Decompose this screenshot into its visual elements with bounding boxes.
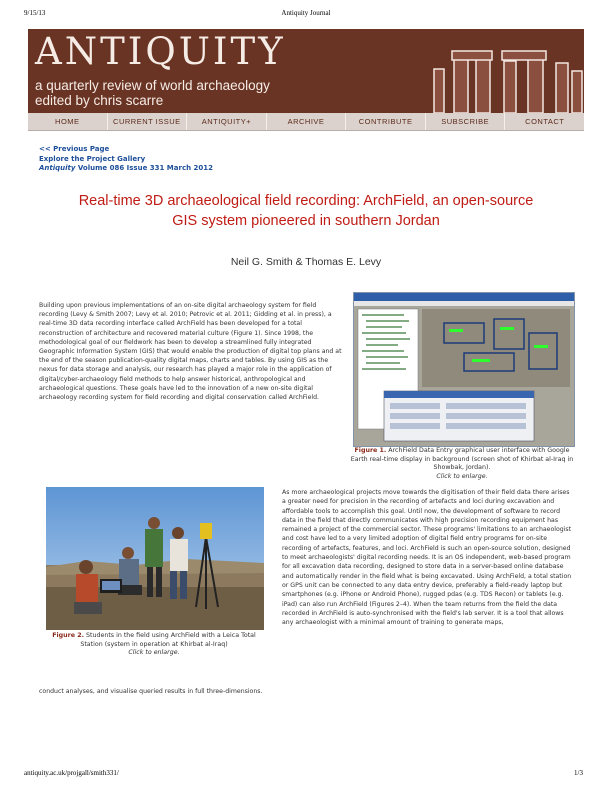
main-nav <box>28 113 584 131</box>
print-url: antiquity.ac.uk/projgall/smith331/ <box>24 769 119 777</box>
nav-antiquity-plus[interactable]: ANTIQUITY+ <box>187 113 267 130</box>
archfield-screenshot <box>354 293 574 446</box>
figure-1-image[interactable] <box>353 292 575 447</box>
figure-2-label: Figure 2. <box>52 632 85 639</box>
journal-logo-title[interactable]: ANTIQUITY <box>35 30 286 73</box>
issue-info <box>39 164 213 174</box>
article-title-line1: Real-time 3D archaeological field recording: ArchField, an open-source <box>78 193 534 209</box>
figure-2-caption-text: Students in the field using ArchField with a Leica Total Station (system in operation at Khirbat al-Iraq) <box>80 632 256 648</box>
journal-subtitle: a quarterly review of world archaeology <box>35 78 270 93</box>
page-links <box>39 145 213 174</box>
nav-subscribe[interactable]: SUBSCRIBE <box>426 113 506 130</box>
figure-1-caption <box>346 447 578 481</box>
nav-contribute[interactable]: CONTRIBUTE <box>346 113 426 130</box>
article-title-line2: GIS system pioneered in southern Jordan <box>172 213 440 229</box>
field-photo <box>46 487 264 630</box>
article-authors: Neil G. Smith & Thomas E. Levy <box>230 256 382 268</box>
print-page-title: Antiquity Journal <box>281 9 331 17</box>
journal-editor: edited by chris scarre <box>35 93 164 108</box>
journal-name: Antiquity <box>39 164 76 172</box>
nav-current-issue[interactable]: CURRENT ISSUE <box>108 113 188 130</box>
figure-2-caption <box>41 632 267 658</box>
figure-2-enlarge-link[interactable]: Click to enlarge. <box>128 649 180 656</box>
print-date: 9/15/13 <box>24 9 46 17</box>
paragraph-intro: Building upon previous implementations of an on-site digital archaeology system for field recording (Levy & Smith 2007; Levy et al. 2010; Petrovic et al. 2011; Gidding et al. in press), a real-time 3D data recording interface called ArchField has been developed for a total reconstruction of architecture and recovered material culture (Figure 1). Since 1998, the methodological goal of our fieldwork has been to develop a streamlined fully integrated Geographic Information System (GIS) that would enable the production of digital top plans and at the end of the season publication-quality digital maps, charts and tables. By using GIS as the nexus for data storage and analysis, our research has played a major role in the application of digital/cyber-archaeology field methods to help answer historical, anthropological and archaeological questions. These goals have led to the innovation of a new on-site digital archaeology recording system for field recording and digital conservation called ArchField. <box>39 302 342 402</box>
figure-1-label: Figure 1. <box>354 447 387 454</box>
volume-issue: Volume 086 Issue 331 March 2012 <box>77 164 213 172</box>
previous-page-link[interactable]: << Previous Page <box>39 145 110 153</box>
figure-2-image[interactable] <box>46 487 264 630</box>
stonehenge-graphic <box>424 29 584 113</box>
nav-contact[interactable]: CONTACT <box>525 117 565 126</box>
project-gallery-link[interactable]: Explore the Project Gallery <box>39 154 146 163</box>
nav-home[interactable]: HOME <box>28 113 108 130</box>
figure-1-caption-text: ArchField Data Entry graphical user interface with Google Earth real-time display in background (screen shot of Khirbat al-Iraq in Showbak, Jordan). <box>350 447 574 471</box>
paragraph-digitisation: As more archaeological projects move towards the digitisation of their field data there arises a greater need for precision in the recording of artefacts and loci during excavation and affordable tools to accomplish this goal. Until now, the development of software to record data in the field that directly communicates with high precision recording equipment has remained a project of the commercial sector. These programs' limitations to an archaeologist and cost have led to a very limited adoption of digital field entry programs for on-site recording of artefacts, features, and loci. ArchField is such an open-source solution, designed to meet archaeologists' digital recording needs. It is an OS independent, web-based program for all excavation data recording, designed to store data in a server-based online database and automatically render in the field what is being excavated. Using ArchField, a total station or GPS unit can be connected to any data entry device, preferably a field-ready laptop but smartphones (e.g. iPhone or Android Phone), rugged pdas (e.g. TDS Recon) or tablets (e.g. iPad) can also run ArchField (Figures 2–4). When the team returns from the field the data recorded in ArchField is auto-synchronised with the field's lab server. It is a tool that allows any archaeologist with a minimal amount of training to generate maps, <box>282 489 572 627</box>
print-page-number: 1/3 <box>574 769 583 777</box>
paragraph-digitisation-end: conduct analyses, and visualise queried results in full three-dimensions. <box>39 688 263 695</box>
article-title <box>40 191 572 231</box>
nav-archive[interactable]: ARCHIVE <box>267 113 347 130</box>
figure-1-enlarge-link[interactable]: Click to enlarge. <box>436 472 488 480</box>
masthead <box>28 29 584 113</box>
